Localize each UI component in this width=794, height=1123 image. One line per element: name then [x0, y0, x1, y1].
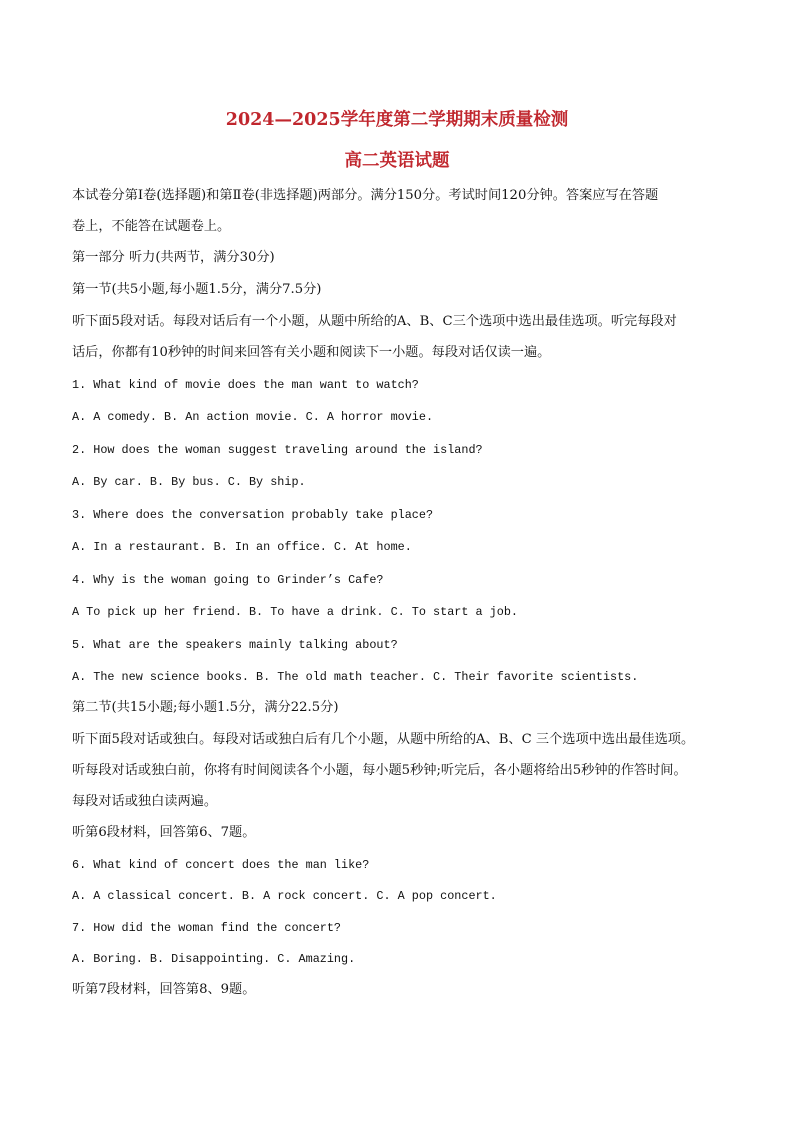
part-one-heading: 第一部分 听力(共两节，满分30分): [72, 250, 275, 265]
section-two-heading: 第二节(共15小题;每小题1.5分，满分22.5分): [72, 700, 339, 715]
question-7-options: A. Boring. B. Disappointing. C. Amazing.: [72, 952, 356, 966]
instructions-line-1: 本试卷分第Ⅰ卷(选择题)和第Ⅱ卷(非选择题)两部分。满分150分。考试时间120分钟。答案应写在答题: [72, 188, 659, 203]
exam-title: 2024—2025学年度第二学期期末质量检测: [225, 110, 569, 130]
question-7: 7. How did the woman find the concert?: [72, 921, 342, 935]
question-6-options: A. A classical concert. B. A rock concert. C. A pop concert.: [72, 889, 497, 903]
section-two-directions-3: 每段对话或独白读两遍。: [72, 794, 218, 809]
question-1: 1. What kind of movie does the man want to watch?: [72, 378, 419, 392]
question-4-options: A To pick up her friend. B. To have a drink. C. To start a job.: [72, 605, 518, 619]
material-6-heading: 听第6段材料，回答第6、7题。: [72, 825, 256, 840]
section-one-directions-2: 话后，你都有10秒钟的时间来回答有关小题和阅读下一小题。每段对话仅读一遍。: [72, 345, 551, 360]
section-two-directions-1: 听下面5段对话或独白。每段对话或独白后有几个小题，从题中所给的A、B、C 三个选项中选出最佳选项。: [72, 732, 695, 747]
question-1-options: A. A comedy. B. An action movie. C. A horror movie.: [72, 410, 434, 424]
exam-subtitle: 高二英语试题: [344, 151, 450, 171]
question-4: 4. Why is the woman going to Grinder’s Cafe?: [72, 573, 384, 587]
instructions-line-2: 卷上，不能答在试题卷上。: [72, 219, 231, 234]
material-7-heading: 听第7段材料，回答第8、9题。: [72, 982, 256, 997]
section-one-heading: 第一节(共5小题,每小题1.5分，满分7.5分): [72, 282, 322, 297]
question-2-options: A. By car. B. By bus. C. By ship.: [72, 475, 306, 489]
question-2: 2. How does the woman suggest traveling around the island?: [72, 443, 483, 457]
section-two-directions-2: 听每段对话或独白前，你将有时间阅读各个小题，每小题5秒钟;听完后，各小题将给出5秒钟的作答时间。: [72, 763, 687, 778]
question-5: 5. What are the speakers mainly talking about?: [72, 638, 398, 652]
question-3-options: A. In a restaurant. B. In an office. C. At home.: [72, 540, 412, 554]
section-one-directions-1: 听下面5段对话。每段对话后有一个小题，从题中所给的A、B、C三个选项中选出最佳选项。听完每段对: [72, 314, 677, 329]
question-3: 3. Where does the conversation probably take place?: [72, 508, 434, 522]
question-6: 6. What kind of concert does the man like?: [72, 858, 370, 872]
question-5-options: A. The new science books. B. The old math teacher. C. Their favorite scientists.: [72, 670, 639, 684]
